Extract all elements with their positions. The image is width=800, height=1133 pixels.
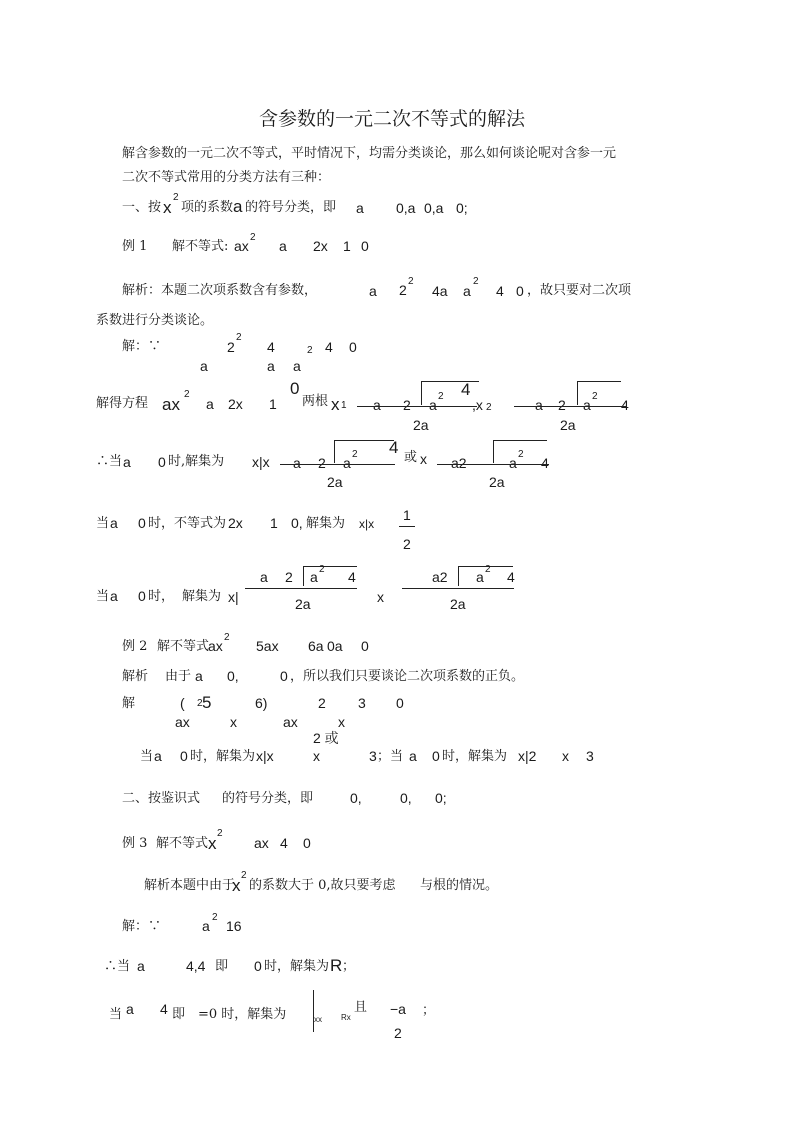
intro-line-2: 二次不等式常用的分类方法有三种：	[122, 170, 331, 185]
intro-line-1: 解含参数的一元二次不等式，平时情况下，均需分类谈论，那么如何谈论呢对含参一元	[122, 146, 617, 161]
document-page: 含参数的一元二次不等式的解法 解含参数的一元二次不等式，平时情况下，均需分类谈论，那么如何谈论呢对含参一元 二次不等式常用的分类方法有三种： 一、按 x 2 项的系数 a 的符号分类，即 a 0,a 0,a 0; 例 1 解不等式: ax 2 a 2x 1 0 解析：本题二次项系数含有参数， a 2 2 4a a 2 4 0 ，故只要对二次项 系数进行分类谈论。 解：∵ 2 2 4 2 4 0 a a a 解得方程 ax 2 a 2x 1 0 两根 x 1 a 2 a 2 4 2a ,x 2 a 2 a 2 4 2a ∴当 a 0 时,解集为 x|x a 2 a 2 4 2a 或 x a2 a 2 4 2a 当 a 0 时，不等式为 2x 1 0, 解集为 x|x 1 2 当 a 0 时， 解集为 x| a 2 a 2 4 2a x a2 a 2 4 2a 例 2 解不等式 ax 2 5ax 6a 0a 0 解析 由于 a 0, 0 ，所以我们只要谈论二次项系数的正负。 解 ( 2 5 6) 2 3 0 ax x ax x 2 或 当 a 0 时，解集为 x|x x 3 ；当 a 0 时，解集为 x|2 x 3 二、按鉴识式 的符号分类，即 0, 0, 0; 例 3 解不等式 x 2 ax 4 0 解析本题中由于 x 2 的系数大于 0,故只要考虑 与根的情况。 解：∵ a 2 16 ∴当 a 4,4 即 0 时，解集为 R ； 当 a 4 即 =0 时，解集为 xx Rx 且 −a 2 ；	[96, 108, 632, 1041]
page-title: 含参数的一元二次不等式的解法	[259, 108, 526, 130]
